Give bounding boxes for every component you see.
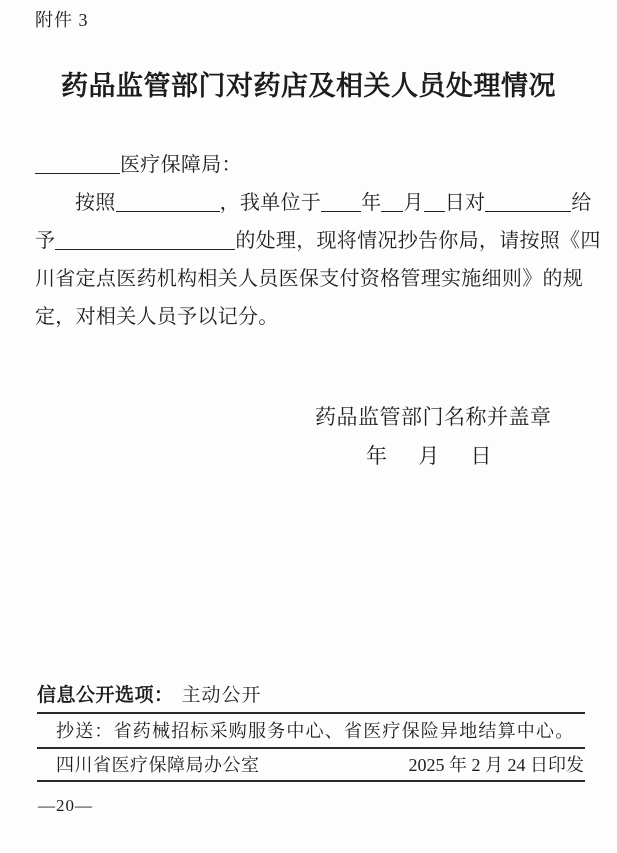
- signature-date-line: 年 月 日: [366, 444, 492, 468]
- blank-field-day: [424, 192, 445, 212]
- horizontal-rule-top: [37, 712, 585, 714]
- horizontal-rule-bottom: [37, 780, 585, 782]
- body-text: 予: [35, 230, 56, 252]
- document-title: 药品监管部门对药店及相关人员处理情况: [61, 71, 556, 101]
- body-line-3: [35, 222, 601, 260]
- body-text: 月: [403, 192, 424, 214]
- blank-field-bureau-name: [35, 154, 120, 174]
- blank-field-basis: [116, 192, 220, 212]
- body-text: 的处理，现将情况抄告你局，请按照《四: [235, 230, 601, 252]
- disclosure-label: 信息公开选项：: [37, 685, 174, 706]
- body-line-4: 川省定点医药机构相关人员医保支付资格管理实施细则》的规: [35, 268, 584, 290]
- blank-field-year: [321, 192, 361, 212]
- salutation-line: [35, 146, 590, 184]
- signature-org-line: 药品监管部门名称并盖章: [315, 405, 552, 429]
- body-text: 给: [571, 192, 592, 214]
- issuer-office: 四川省医疗保障局办公室: [56, 755, 260, 775]
- body-line-5: 定，对相关人员予以记分。: [35, 306, 279, 328]
- cc-line: 抄送：省药械招标采购服务中心、省医疗保险异地结算中心。: [56, 721, 575, 741]
- body-text: 日对: [444, 192, 486, 214]
- salutation-text: 医疗保障局：: [120, 154, 242, 176]
- body-text: 年: [361, 192, 382, 214]
- body-line-2: [35, 184, 590, 222]
- disclosure-value: 主动公开: [181, 685, 262, 706]
- blank-field-month: [381, 192, 403, 212]
- attachment-label: 附件 3: [35, 10, 89, 30]
- body-text: 按照: [75, 192, 116, 214]
- disclosure-line: [37, 680, 262, 707]
- issuer-row: [56, 752, 584, 778]
- blank-field-target: [485, 192, 571, 212]
- document-body: [35, 146, 601, 336]
- page-number: —20—: [38, 796, 93, 815]
- horizontal-rule-middle: [37, 747, 585, 749]
- print-date: 2025 年 2 月 24 日印发: [408, 755, 584, 775]
- body-text: ，我单位于: [219, 192, 322, 214]
- blank-field-punishment: [55, 230, 235, 250]
